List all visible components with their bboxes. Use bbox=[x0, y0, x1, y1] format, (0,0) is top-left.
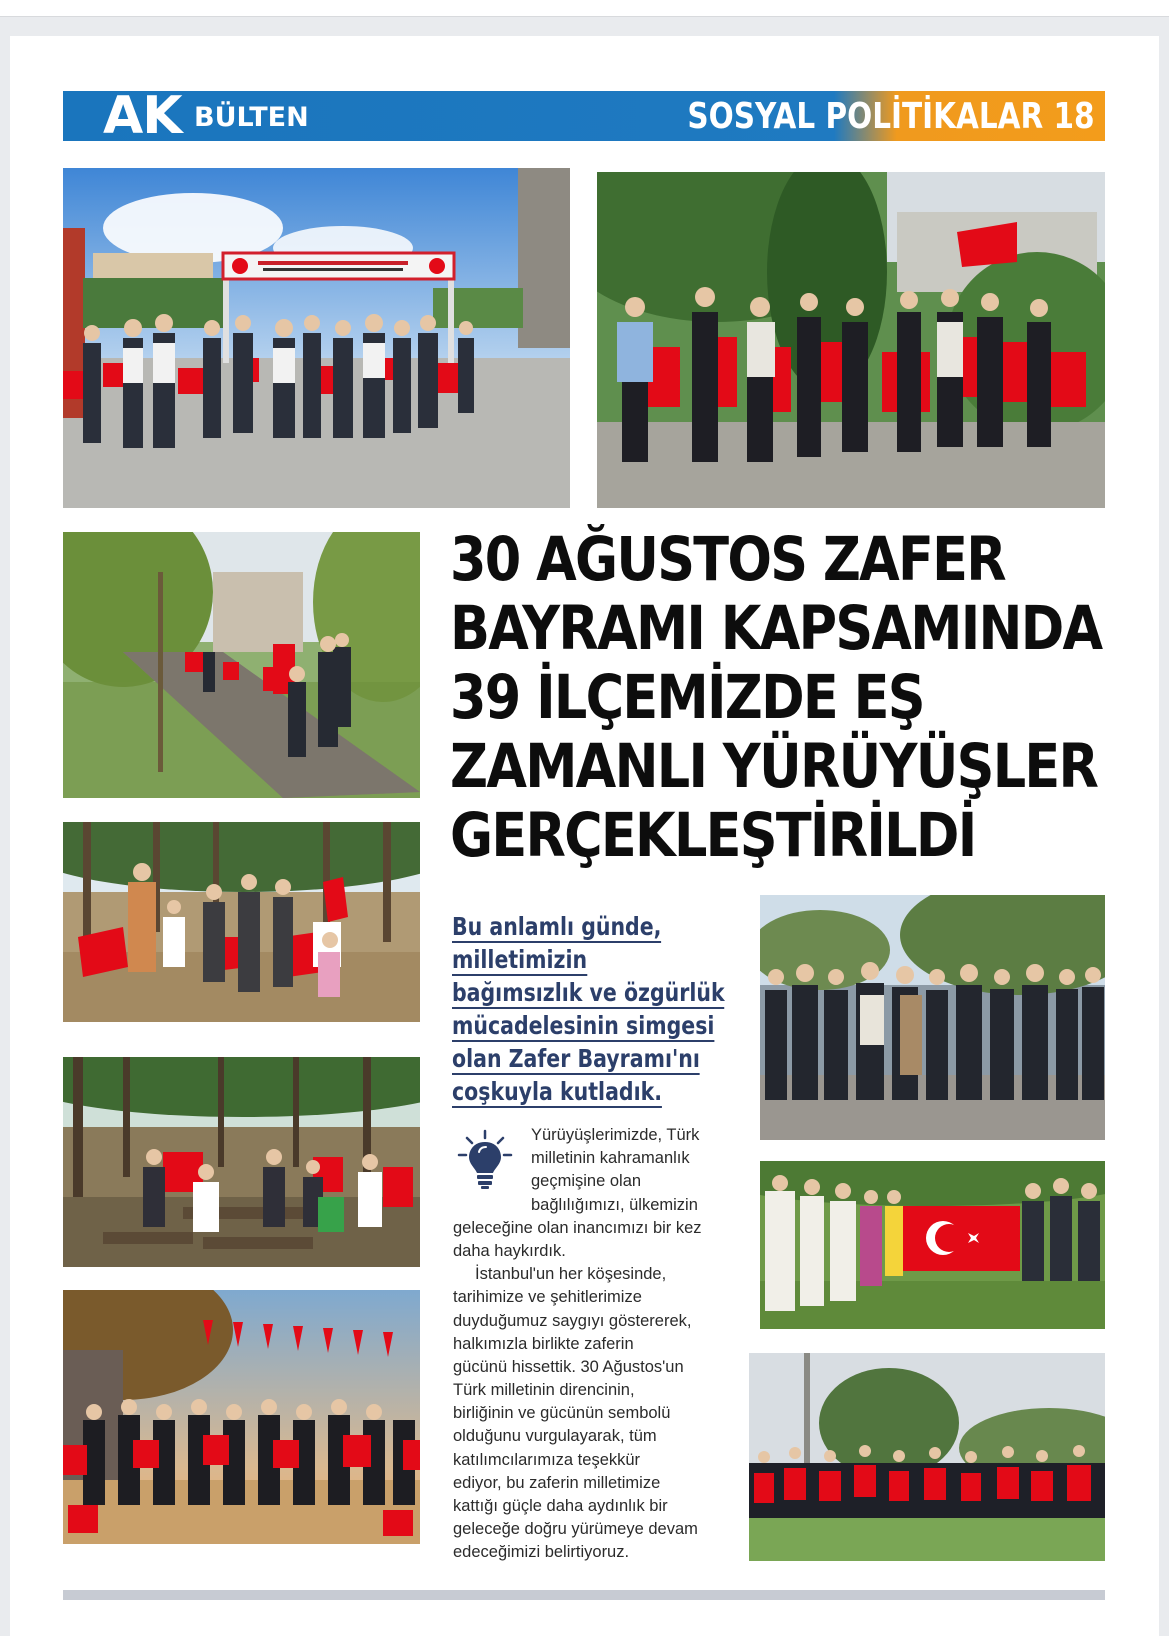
body-line: birliğinin ve gücünün sembolü bbox=[453, 1404, 671, 1423]
headline-line: 30 AĞUSTOS ZAFER bbox=[450, 524, 1005, 595]
photo-evening-crowd bbox=[63, 1290, 420, 1544]
headline-line: ZAMANLI YÜRÜYÜŞLER bbox=[450, 731, 1098, 802]
lede-line: mücadelesinin simgesi bbox=[452, 1011, 715, 1040]
photo-women-flags bbox=[597, 172, 1105, 508]
logo-bulten: BÜLTEN bbox=[194, 102, 309, 133]
body-line: geçmişine olan bbox=[531, 1172, 642, 1191]
headline-line: 39 İLÇEMİZDE EŞ bbox=[450, 662, 924, 733]
logo-ak: AK bbox=[103, 86, 182, 146]
footer-bar bbox=[63, 1590, 1105, 1600]
headline-line: BAYRAMI KAPSAMINDA bbox=[450, 593, 1102, 664]
lede-line: olan Zafer Bayramı'nı bbox=[452, 1044, 700, 1073]
top-strip bbox=[0, 0, 1169, 17]
body-line: Türk milletinin direncinin, bbox=[453, 1381, 635, 1400]
body-line: gücünü hissettik. 30 Ağustos'un bbox=[453, 1357, 684, 1376]
body-line: katılımcılarımıza teşekkür bbox=[453, 1450, 641, 1469]
photo-park-walk bbox=[63, 532, 420, 798]
lede-line: milletimizin bbox=[452, 945, 588, 974]
lede-line: coşkuyla kutladık. bbox=[452, 1077, 663, 1106]
body-line: İstanbul'un her köşesinde, bbox=[475, 1265, 667, 1284]
lede-line: Bu anlamlı günde, bbox=[452, 912, 662, 941]
body-line: ediyor, bu zaferin milletimize bbox=[453, 1473, 661, 1492]
body-line: halkımızla birlikte zaferin bbox=[453, 1334, 634, 1353]
article-lede bbox=[452, 910, 725, 1108]
body-line: edeceğimizi belirtiyoruz. bbox=[453, 1543, 630, 1562]
body-line: tarihimize ve şehitlerimize bbox=[453, 1288, 642, 1307]
body-line: duyduğumuz saygıyı göstererek, bbox=[453, 1311, 692, 1330]
photo-picnic-tables bbox=[63, 1057, 420, 1267]
photo-march-banner bbox=[63, 168, 570, 508]
body-line: geleceğine olan inancımızı bir kez bbox=[453, 1218, 702, 1237]
body-line: kattığı güçle daha aydınlık bir bbox=[453, 1497, 668, 1515]
article-body bbox=[453, 1124, 723, 1565]
lede-line: bağımsızlık ve özgürlük bbox=[452, 978, 725, 1007]
photo-forest-walk bbox=[63, 822, 420, 1022]
body-line: bağlılığımızı, ülkemizin bbox=[531, 1195, 698, 1214]
body-line: geleceğe doğru yürümeye devam bbox=[453, 1520, 698, 1539]
body-line: Yürüyüşlerimizde, Türk bbox=[531, 1126, 700, 1144]
section-title: SOSYAL POLİTİKALAR 18 bbox=[687, 96, 1095, 137]
photo-large-flag-group bbox=[760, 1161, 1105, 1329]
header-band bbox=[63, 86, 1105, 146]
article-headline bbox=[450, 524, 1102, 871]
body-line: daha haykırdık. bbox=[453, 1241, 566, 1260]
photo-officials-group bbox=[760, 895, 1105, 1140]
body-line: milletinin kahramanlık bbox=[531, 1149, 690, 1168]
photo-crowd-field bbox=[749, 1353, 1105, 1561]
body-line: olduğunu vurgulayarak, tüm bbox=[453, 1427, 657, 1446]
headline-line: GERÇEKLEŞTİRİLDİ bbox=[450, 800, 976, 871]
